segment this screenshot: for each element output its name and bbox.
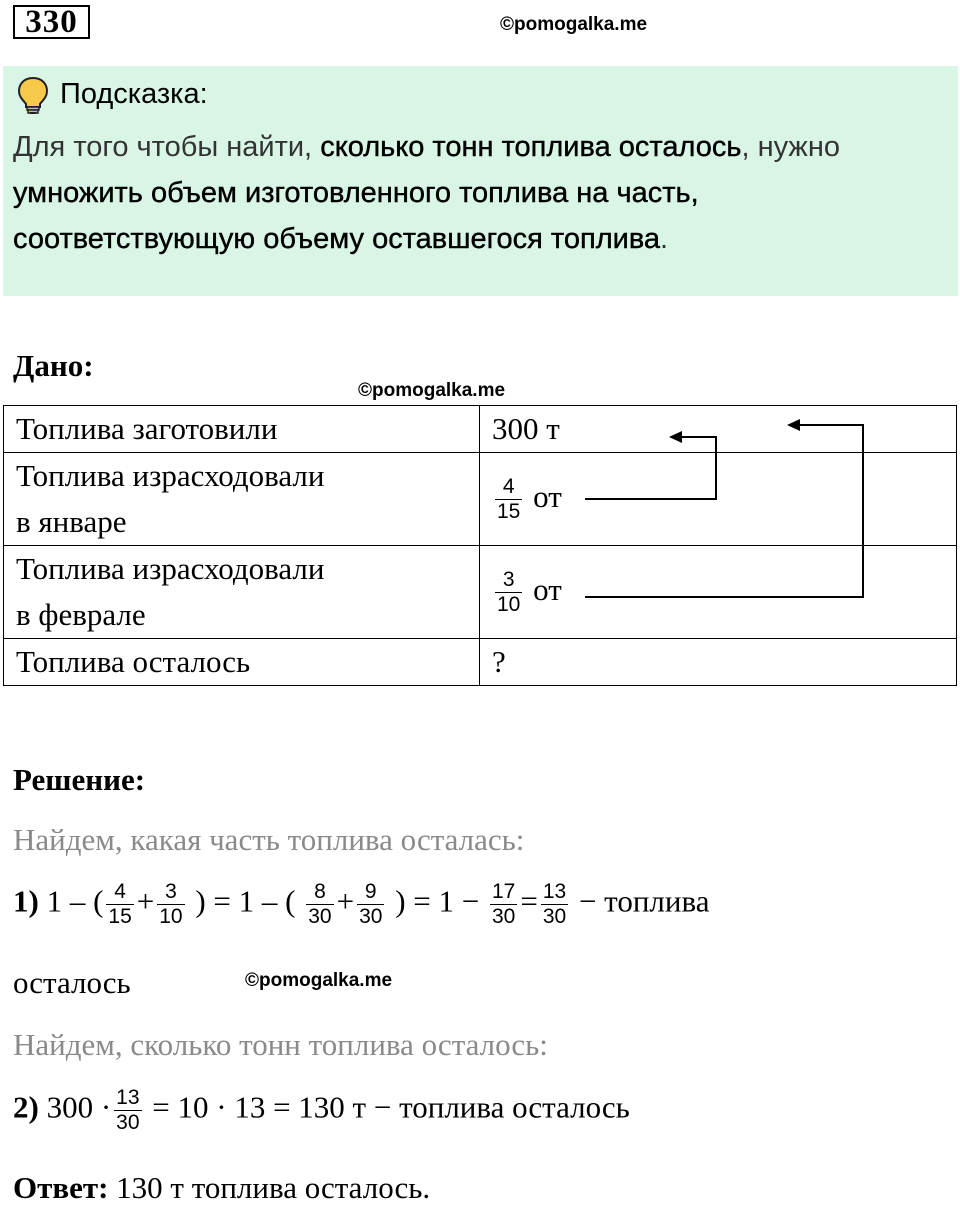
given-heading: Дано: [13, 348, 94, 383]
table-cell: Топлива заготовили [4, 406, 480, 453]
step2-intro: Найдем, сколько тонн топлива осталось: [13, 1027, 548, 1062]
problem-number: 330 [13, 5, 90, 39]
step1-equation: 1) 1 – ( $\frac{4}{15}$ + $\frac{3}{10}$ ) = 1 – ( $\frac{8}{30}$ + $\frac{9}{30}$ ) = 1 − $\frac{17}{30}$ = $\frac{13}{30}$ − топлива [13, 880, 710, 928]
answer: Ответ: 130 т топлива осталось. [13, 1170, 431, 1205]
table-cell: ? [480, 639, 957, 686]
table-cell: 300 т [480, 406, 957, 453]
hint-title: Подсказка: [60, 78, 208, 110]
step1-intro: Найдем, какая часть топлива осталась: [13, 822, 525, 857]
solution-heading: Решение: [13, 762, 146, 797]
fraction: $\frac{4}{15}$ [497, 475, 521, 524]
watermark: ©pomogalka.me [358, 380, 506, 401]
step1-tail: осталось [13, 965, 131, 1000]
watermark: ©pomogalka.me [245, 970, 393, 991]
table-cell: Топлива израсходовали в феврале [4, 546, 480, 639]
step2-equation: 2) 300 · $\frac{13}{30}$ = 10 · 13 = 130 т − топлива осталось [13, 1086, 630, 1134]
table-cell: Топлива израсходовали в январе [4, 453, 480, 546]
watermark: ©pomogalka.me [500, 14, 648, 35]
table-cell: $\frac{3}{10}$ от [480, 546, 957, 639]
table-cell: $\frac{4}{15}$ от [480, 453, 957, 546]
hint-text: Для того чтобы найти, сколько тонн топлива осталось, нужно умножить объем изготовленного топлива на часть, соответствующую объему оставшегося топлива. [13, 131, 840, 255]
fraction: $\frac{3}{10}$ [497, 568, 521, 617]
table-cell: Топлива осталось [4, 639, 480, 686]
